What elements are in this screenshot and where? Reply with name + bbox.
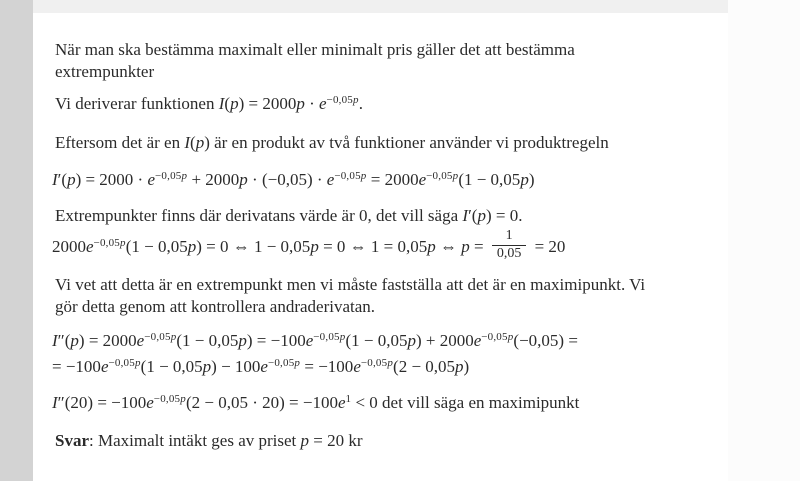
text-run: (2 − 0,05 · 20) = −100 — [185, 392, 338, 412]
text-run: = 20 kr — [309, 430, 363, 450]
text-run: p — [353, 94, 359, 106]
text-paragraph — [55, 39, 723, 83]
text-run: p — [455, 356, 464, 376]
text-run: = 0 ⇔ 1 = 0,05 — [318, 237, 428, 257]
text-run: p — [180, 392, 186, 405]
text-run: I — [184, 133, 191, 152]
text-run: p — [461, 237, 470, 257]
text-run: p — [202, 356, 212, 376]
text-run: = −100 — [300, 356, 354, 376]
text-run: p — [195, 133, 205, 152]
text-run: p — [507, 330, 514, 343]
text-run: (2 − 0,05 — [393, 356, 456, 376]
text-run: Extrempunkter finns där derivatans värde är 0, det vill säga — [55, 206, 463, 225]
text-run: · — [304, 94, 319, 113]
text-run: p — [339, 330, 346, 343]
text-run: ″( — [57, 330, 71, 350]
text-paragraph — [55, 132, 723, 154]
text-run: p — [170, 330, 177, 343]
formula-line — [52, 168, 720, 194]
text-run: e — [136, 330, 145, 350]
text-run: p — [67, 170, 76, 189]
text-run: (1 − 0,05 — [345, 330, 408, 350]
text-run: ( — [190, 133, 196, 152]
text-run: e — [260, 356, 268, 376]
text-run: −0,05 — [153, 392, 181, 405]
text-run: e — [146, 392, 154, 412]
right-margin-strip — [728, 0, 800, 481]
text-run: Vi vet att detta är en extrempunkt men vi måste fastställa att det är en maximipunkt. Vi — [55, 274, 646, 294]
text-run: + 2000 — [187, 170, 240, 189]
text-run: (−0,05) = — [513, 330, 578, 350]
text-run: ) — [463, 356, 470, 376]
text-run: (1 − 0,05 — [458, 170, 521, 189]
text-run: : Maximalt intäkt ges av priset — [89, 430, 301, 450]
text-run: p — [387, 356, 394, 369]
text-run: e — [319, 94, 327, 113]
text-run: I — [462, 206, 469, 225]
text-run: p — [452, 170, 459, 182]
text-run: När man ska bestämma maximalt eller minimalt pris gäller det att bestämma — [55, 40, 575, 59]
text-run: p — [310, 237, 319, 257]
text-run: p — [134, 356, 141, 369]
text-run: ) = −100 — [246, 330, 306, 350]
text-run: ) = 2000 · — [75, 170, 148, 189]
text-run: −0,05 — [155, 170, 182, 182]
fraction-numerator: 1 — [505, 228, 513, 243]
text-run: p — [187, 237, 197, 257]
text-run: I — [52, 170, 58, 189]
text-paragraph — [55, 205, 723, 227]
text-run: extrempunkter — [55, 62, 155, 81]
text-run: ) = 0 ⇔ 1 − 0,05 — [196, 237, 311, 257]
formula-line — [52, 391, 720, 417]
document-content — [52, 39, 728, 452]
text-run: −0,05 — [360, 356, 388, 369]
text-run: ″(20) = −100 — [57, 392, 147, 412]
text-run: p — [238, 330, 247, 350]
text-run: ′( — [468, 206, 478, 225]
text-run: e — [473, 330, 482, 350]
text-run: 1 — [345, 392, 352, 405]
text-run: ) + 2000 — [415, 330, 474, 350]
text-run: p — [407, 330, 416, 350]
top-margin-strip — [33, 0, 728, 13]
text-run: ) − 100 — [211, 356, 261, 376]
text-run: Svar — [55, 430, 89, 450]
text-run: ) är en produkt av två funktioner använder vi produktregeln — [204, 133, 609, 152]
text-run: p — [427, 237, 436, 257]
text-run: . — [358, 94, 363, 113]
text-run: p — [520, 170, 529, 189]
text-run: (1 − 0,05 — [125, 237, 188, 257]
text-run: ⇔ — [435, 237, 462, 257]
text-run: p — [296, 94, 305, 113]
text-paragraph — [55, 274, 723, 318]
text-run: e — [418, 170, 427, 189]
text-run: (1 − 0,05 — [176, 330, 239, 350]
text-run: gör detta genom att kontrollera andraderivatan. — [55, 296, 376, 316]
text-run: p — [120, 237, 126, 250]
text-run: 2000 — [52, 237, 86, 257]
text-run: I — [52, 330, 58, 350]
text-run: p — [70, 330, 79, 350]
text-run: −0,05 — [326, 94, 354, 106]
text-run: I — [52, 392, 58, 412]
text-run: ( — [224, 94, 231, 113]
text-run: Vi deriverar funktionen — [55, 94, 219, 113]
text-run: p — [477, 206, 486, 225]
text-run: −0,05 — [334, 170, 361, 182]
text-run: ) — [528, 170, 535, 189]
text-run: ) = 2000 — [238, 94, 297, 113]
text-run: ) = 2000 — [78, 330, 137, 350]
text-run: −0,05 — [108, 356, 135, 369]
text-run: p — [230, 94, 239, 113]
text-run: < 0 det vill säga en maximipunkt — [351, 392, 580, 412]
text-run: ) = 0. — [485, 206, 523, 225]
text-run: −0,05 — [481, 330, 508, 343]
text-run: −0,05 — [93, 237, 121, 250]
text-run: e — [147, 170, 156, 189]
text-run: p — [360, 170, 367, 182]
text-run: e — [86, 237, 94, 257]
text-run: Eftersom det är en — [55, 133, 185, 152]
fraction — [492, 228, 527, 263]
text-run: e — [326, 170, 335, 189]
text-paragraph — [55, 430, 723, 452]
text-run: = — [469, 237, 488, 257]
text-run: e — [337, 392, 346, 412]
text-run: = −100 — [52, 356, 101, 376]
text-run: e — [305, 330, 314, 350]
text-run: p — [294, 356, 301, 369]
document-page — [33, 13, 728, 481]
text-run: = 20 — [530, 237, 566, 257]
fraction-denominator: 0,05 — [492, 245, 527, 263]
text-run: p — [300, 430, 310, 450]
text-run: · (−0,05) · — [247, 170, 327, 189]
text-run: p — [181, 170, 188, 182]
formula-line — [52, 228, 720, 266]
text-run: I — [218, 94, 225, 113]
formula-line — [52, 329, 720, 381]
text-run: −0,05 — [144, 330, 171, 343]
text-run: −0,05 — [267, 356, 295, 369]
text-paragraph — [55, 93, 723, 117]
text-run: e — [100, 356, 109, 376]
text-run: −0,05 — [426, 170, 453, 182]
text-run: −0,05 — [313, 330, 340, 343]
text-run: e — [353, 356, 361, 376]
left-margin-strip — [0, 0, 33, 481]
text-run: ′( — [57, 170, 68, 189]
text-run: p — [239, 170, 248, 189]
text-run: (1 − 0,05 — [140, 356, 203, 376]
text-run: = 2000 — [366, 170, 419, 189]
